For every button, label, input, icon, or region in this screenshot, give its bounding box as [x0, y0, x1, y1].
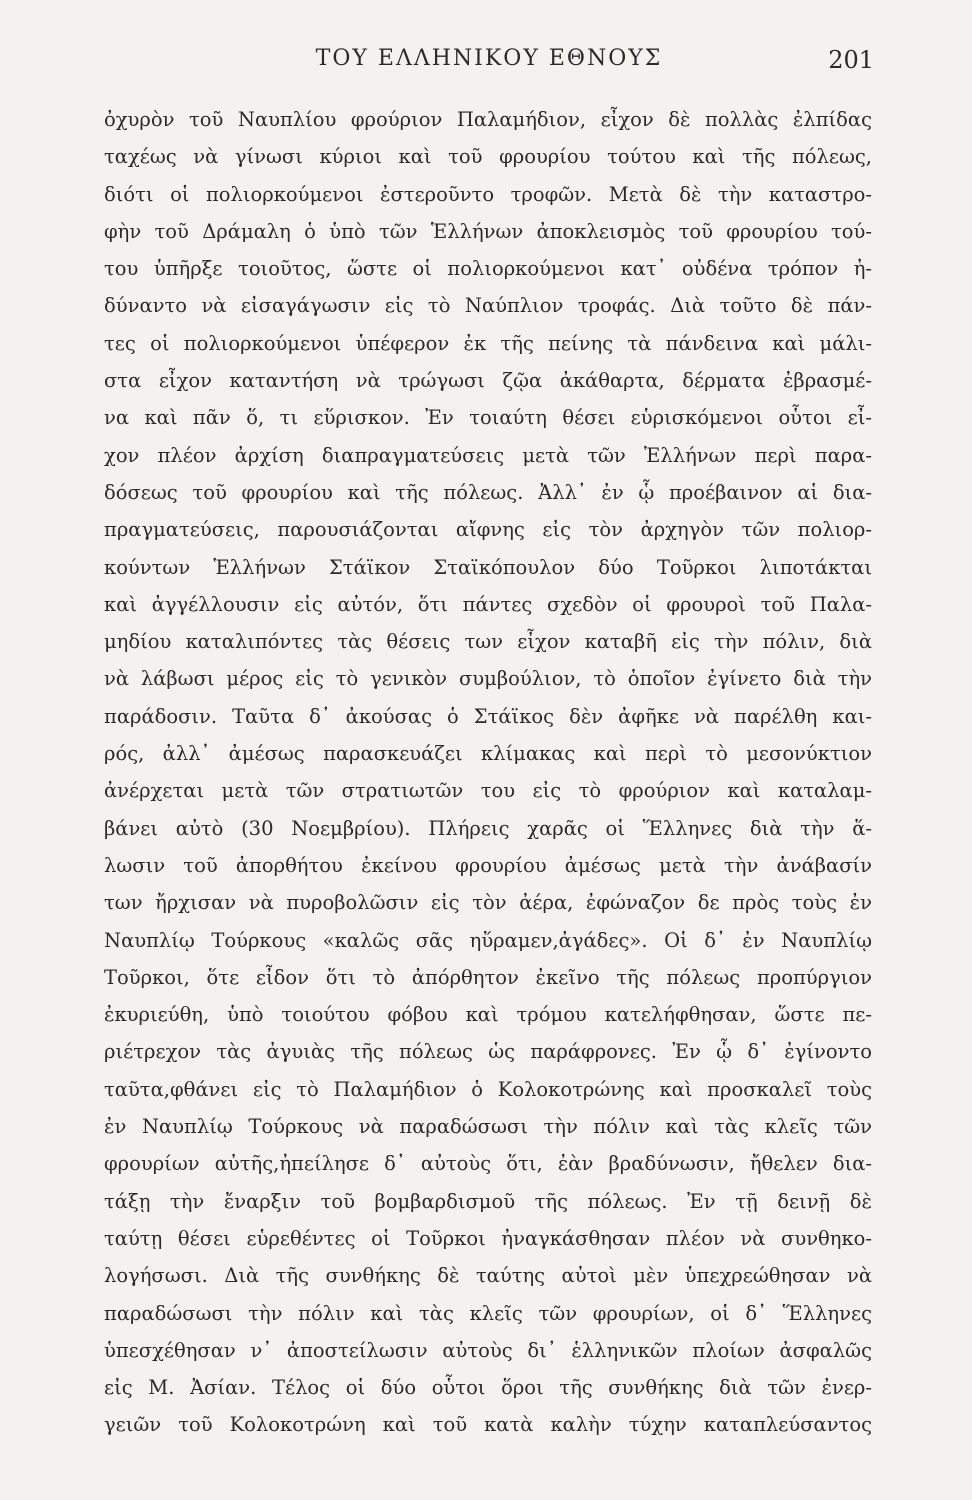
running-title: ΤΟΥ ΕΛΛΗΝΙΚΟΥ ΕΘΝΟΥΣ — [315, 46, 663, 71]
text-line: βάνει αὐτὸ (30 Νοεμβρίου). Πλήρεις χαρᾶς οἱ Ἕλληνες διὰ τὴν ἅ- — [104, 816, 872, 840]
text-line: ταύτῃ θέσει εὑρεθέντες οἱ Τοῦρκοι ἠναγκάσθησαν πλέον νὰ συνθηκο- — [104, 1226, 872, 1250]
text-line: πραγματεύσεις, παρουσιάζονται αἴφνης εἰς τὸν ἀρχηγὸν τῶν πολιορ- — [104, 518, 872, 542]
text-line: καὶ ἀγγέλλουσιν εἰς αὐτόν, ὅτι πάντες σχεδὸν οἱ φρουροὶ τοῦ Παλα- — [104, 592, 872, 616]
text-line: ἀνέρχεται μετὰ τῶν στρατιωτῶν του εἰς τὸ φρούριον καὶ καταλαμ- — [104, 779, 872, 803]
text-line: να καὶ πᾶν ὅ, τι εὕρισκον. Ἐν τοιαύτη θέσει εὑρισκόμενοι οὗτοι εἶ- — [104, 406, 872, 430]
text-line: παράδοσιν. Ταῦτα δ᾽ ἀκούσας ὁ Στάϊκος δὲν ἀφῆκε νὰ παρέλθη και- — [104, 704, 872, 728]
page-header — [104, 46, 874, 86]
text-line: γειῶν τοῦ Κολοκοτρώνη καὶ τοῦ κατὰ καλὴν τύχην καταπλεύσαντος — [104, 1413, 872, 1437]
text-line: μηδίου καταλιπόντες τὰς θέσεις των εἶχον καταβῆ εἰς τὴν πόλιν, διὰ — [104, 630, 872, 654]
text-line: στα εἶχον καταντήση νὰ τρώγωσι ζῷα ἀκάθαρτα, δέρματα ἐβρασμέ- — [104, 369, 872, 393]
text-line: του ὑπῆρξε τοιοῦτος, ὥστε οἱ πολιορκούμενοι κατ᾽ οὐδένα τρόπον ἠ- — [104, 257, 872, 281]
text-line: νὰ λάβωσι μέρος εἰς τὸ γενικὸν συμβούλιον, τὸ ὁποῖον ἐγίνετο διὰ τὴν — [104, 667, 872, 691]
text-line: διότι οἱ πολιορκούμενοι ἐστεροῦντο τροφῶν. Μετὰ δὲ τὴν καταστρο- — [104, 182, 872, 206]
text-line: δόσεως τοῦ φρουρίου καὶ τῆς πόλεως. Ἀλλ᾽ ἐν ᾧ προέβαινον αἱ δια- — [104, 480, 872, 504]
text-line: ἐν Ναυπλίῳ Τούρκους νὰ παραδώσωσι τὴν πόλιν καὶ τὰς κλεῖς τῶν — [104, 1115, 872, 1139]
text-line: Τοῦρκοι, ὅτε εἶδον ὅτι τὸ ἀπόρθητον ἐκεῖνο τῆς πόλεως προπύργιον — [104, 965, 872, 989]
text-line: τες οἱ πολιορκούμενοι ὑπέφερον ἐκ τῆς πείνης τὰ πάνδεινα καὶ μάλι- — [104, 331, 872, 355]
text-line: ταχέως νὰ γίνωσι κύριοι καὶ τοῦ φρουρίου τούτου καὶ τῆς πόλεως, — [104, 145, 872, 169]
text-line: κούντων Ἑλλήνων Στάϊκον Σταϊκόπουλον δύο Τοῦρκοι λιποτάκται — [104, 555, 872, 579]
text-line: ταῦτα,φθάνει εἰς τὸ Παλαμήδιον ὁ Κολοκοτρώνης καὶ προσκαλεῖ τοὺς — [104, 1077, 872, 1101]
body-text — [104, 101, 872, 1444]
text-line: φρουρίων αὐτῆς,ἠπείλησε δ᾽ αὐτοὺς ὅτι, ἐὰν βραδύνωσιν, ἤθελεν δια- — [104, 1152, 872, 1176]
text-line: λωσιν τοῦ ἀπορθήτου ἐκείνου φρουρίου ἀμέσως μετὰ τὴν ἀνάβασίν — [104, 853, 872, 877]
text-line: ὀχυρὸν τοῦ Ναυπλίου φρούριον Παλαμήδιον, εἶχον δὲ πολλὰς ἐλπίδας — [104, 108, 872, 131]
text-line: τάξῃ τὴν ἔναρξιν τοῦ βομβαρδισμοῦ τῆς πόλεως. Ἐν τῇ δεινῇ δὲ — [104, 1189, 872, 1213]
text-line: φὴν τοῦ Δράμαλη ὁ ὑπὸ τῶν Ἑλλήνων ἀποκλεισμὸς τοῦ φρουρίου τού- — [104, 219, 872, 243]
text-line: χον πλέον ἀρχίση διαπραγματεύσεις μετὰ τῶν Ἑλλήνων περὶ παρα- — [104, 443, 872, 467]
text-line: ρός, ἀλλ᾽ ἀμέσως παρασκευάζει κλίμακας καὶ περὶ τὸ μεσονύκτιον — [104, 742, 872, 766]
text-line: λογήσωσι. Διὰ τῆς συνθήκης δὲ ταύτης αὐτοὶ μὲν ὑπεχρεώθησαν νὰ — [104, 1264, 872, 1288]
page-number: 201 — [828, 46, 874, 74]
text-line: ὑπεσχέθησαν ν᾽ ἀποστείλωσιν αὐτοὺς δι᾽ ἑλληνικῶν πλοίων ἀσφαλῶς — [104, 1338, 872, 1362]
text-line: δύναντο νὰ εἰσαγάγωσιν εἰς τὸ Ναύπλιον τροφάς. Διὰ τοῦτο δὲ πάν- — [104, 294, 872, 318]
text-line: ἐκυριεύθη, ὑπὸ τοιούτου φόβου καὶ τρόμου κατελήφθησαν, ὥστε πε- — [104, 1003, 872, 1027]
text-line: ριέτρεχον τὰς ἀγυιὰς τῆς πόλεως ὡς παράφρονες. Ἐν ᾧ δ᾽ ἐγίνοντο — [104, 1040, 872, 1064]
text-line: των ἤρχισαν νὰ πυροβολῶσιν εἰς τὸν ἀέρα, ἐφώναζον δε πρὸς τοὺς ἐν — [104, 891, 872, 915]
text-line: παραδώσωσι τὴν πόλιν καὶ τὰς κλεῖς τῶν φρουρίων, οἱ δ᾽ Ἕλληνες — [104, 1301, 872, 1325]
text-line: εἰς Μ. Ἀσίαν. Τέλος οἱ δύο οὗτοι ὅροι τῆς συνθήκης διὰ τῶν ἐνερ- — [104, 1376, 872, 1400]
text-line: Ναυπλίῳ Τούρκους «καλῶς σᾶς ηὕραμεν,ἀγάδες». Οἱ δ᾽ ἐν Ναυπλίῳ — [104, 928, 872, 952]
